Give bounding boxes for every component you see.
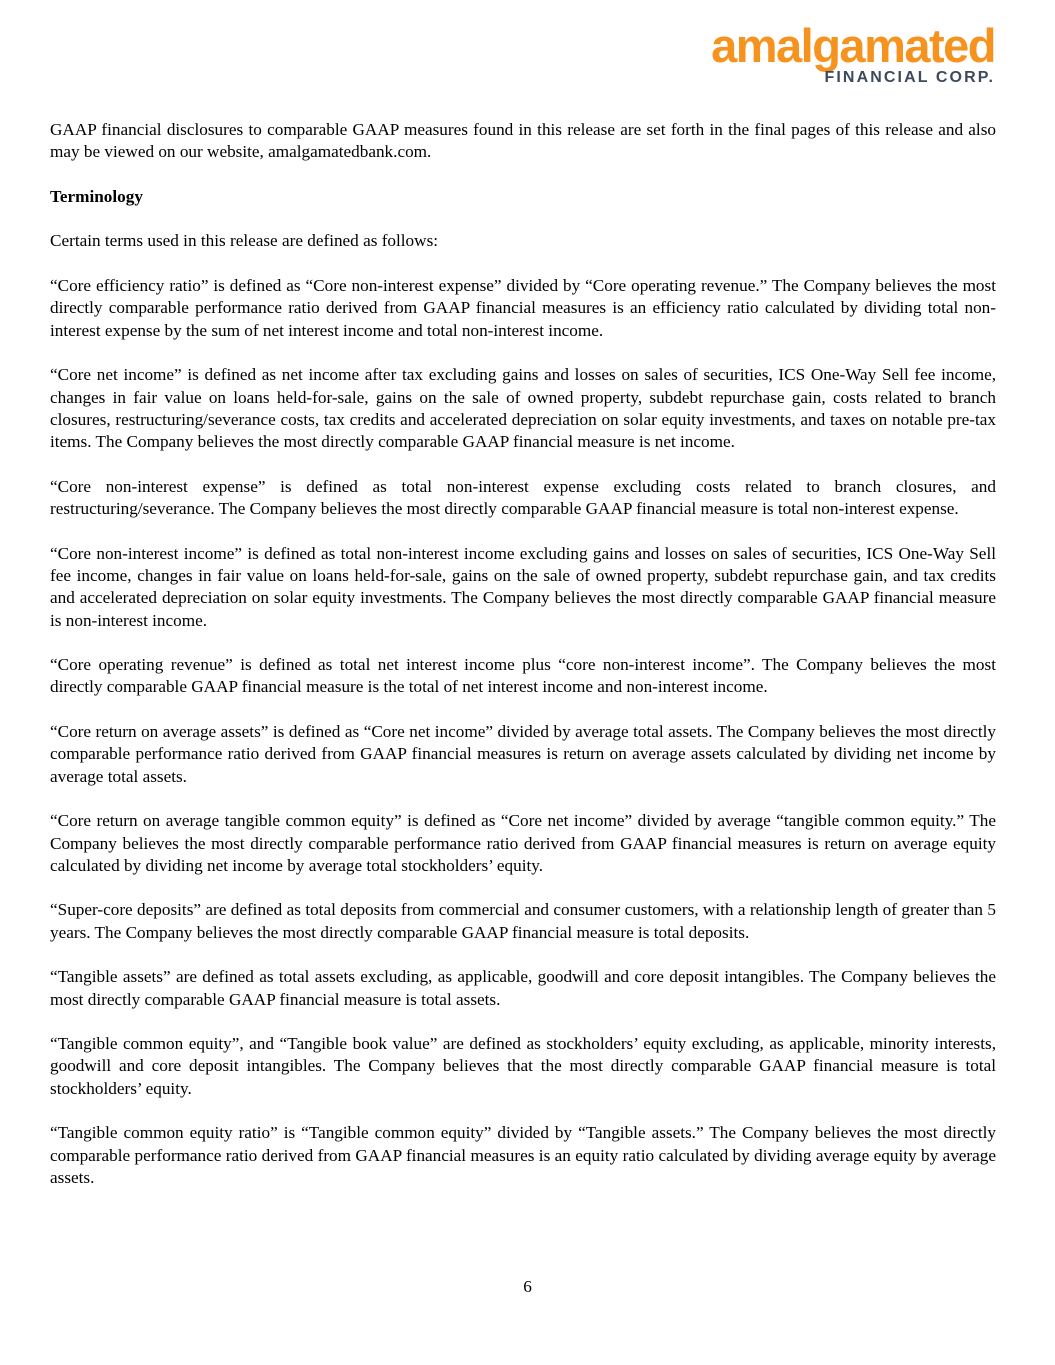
definitions-list — [50, 275, 996, 1189]
intro-paragraph: GAAP financial disclosures to comparable GAAP measures found in this release are set forth in the final pages of this release and also may be viewed on our website, amalgamatedbank.com. — [50, 120, 996, 162]
definition-paragraph: “Tangible common equity”, and “Tangible book value” are defined as stockholders’ equity excluding, as applicable, minority interests, goodwill and core deposit intangibles. The Company believes that the most directly comparable GAAP financial measure is total stockholders’ equity. — [50, 1034, 996, 1098]
definition-paragraph: “Core return on average tangible common equity” is defined as “Core net income” divided by average “tangible common equity.” The Company believes the most directly comparable performance ratio derived from GAAP financial measures is return on average equity calculated by dividing net income by average total stockholders’ equity. — [50, 811, 996, 875]
document-body — [50, 119, 996, 1212]
company-logo — [711, 19, 995, 86]
definition-paragraph: “Core operating revenue” is defined as total net interest income plus “core non-interest income”. The Company believes the most directly comparable GAAP financial measure is the total of net interest income and non-interest income. — [50, 655, 996, 697]
logo-wordmark: amalgamated — [711, 19, 995, 72]
definition-paragraph: “Tangible common equity ratio” is “Tangible common equity” divided by “Tangible assets.” The Company believes the most directly comparable performance ratio derived from GAAP financial measures is an equity ratio calculated by dividing average equity by average assets. — [50, 1123, 996, 1187]
definition-paragraph: “Core non-interest income” is defined as total non-interest income excluding gains and losses on sales of securities, ICS One-Way Sell fee income, changes in fair value on loans held-for-sale, gains on the sale of owned property, subdebt repurchase gain, and tax credits and accelerated depreciation on solar equity investments. The Company believes the most directly comparable GAAP financial measure is non-interest income. — [50, 543, 996, 630]
lead-paragraph: Certain terms used in this release are defined as follows: — [50, 231, 439, 251]
definition-paragraph: “Core efficiency ratio” is defined as “Core non-interest expense” divided by “Core operating revenue.” The Company believes the most directly comparable performance ratio derived from GAAP financial measures is an efficiency ratio calculated by dividing total non-interest expense by the sum of net interest income and total non-interest income. — [50, 276, 996, 340]
definition-paragraph: “Core return on average assets” is defined as “Core net income” divided by average total assets. The Company believes the most directly comparable performance ratio derived from GAAP financial measures is return on average assets calculated by dividing net income by average total assets. — [50, 722, 996, 786]
definition-paragraph: “Super-core deposits” are defined as total deposits from commercial and consumer customers, with a relationship length of greater than 5 years. The Company believes the most directly comparable GAAP financial measure is total deposits. — [50, 900, 996, 942]
definition-paragraph: “Tangible assets” are defined as total assets excluding, as applicable, goodwill and core deposit intangibles. The Company believes the most directly comparable GAAP financial measure is total assets. — [50, 967, 996, 1009]
logo-subtitle: FINANCIAL CORP. — [824, 69, 995, 86]
definition-paragraph: “Core net income” is defined as net income after tax excluding gains and losses on sales of securities, ICS One-Way Sell fee income, changes in fair value on loans held-for-sale, gains on the sale of owned property, subdebt repurchase gain, costs related to branch closures, restructuring/severance costs, tax credits and accelerated depreciation on solar equity investments, and taxes on notable pre-tax items. The Company believes the most directly comparable GAAP financial measure is net income. — [50, 365, 996, 452]
definition-paragraph: “Core non-interest expense” is defined as total non-interest expense excluding costs related to branch closures, and restructuring/severance. The Company believes the most directly comparable GAAP financial measure is total non-interest expense. — [50, 476, 996, 519]
terminology-heading: Terminology — [50, 186, 143, 206]
page-number: 6 — [523, 1277, 532, 1296]
